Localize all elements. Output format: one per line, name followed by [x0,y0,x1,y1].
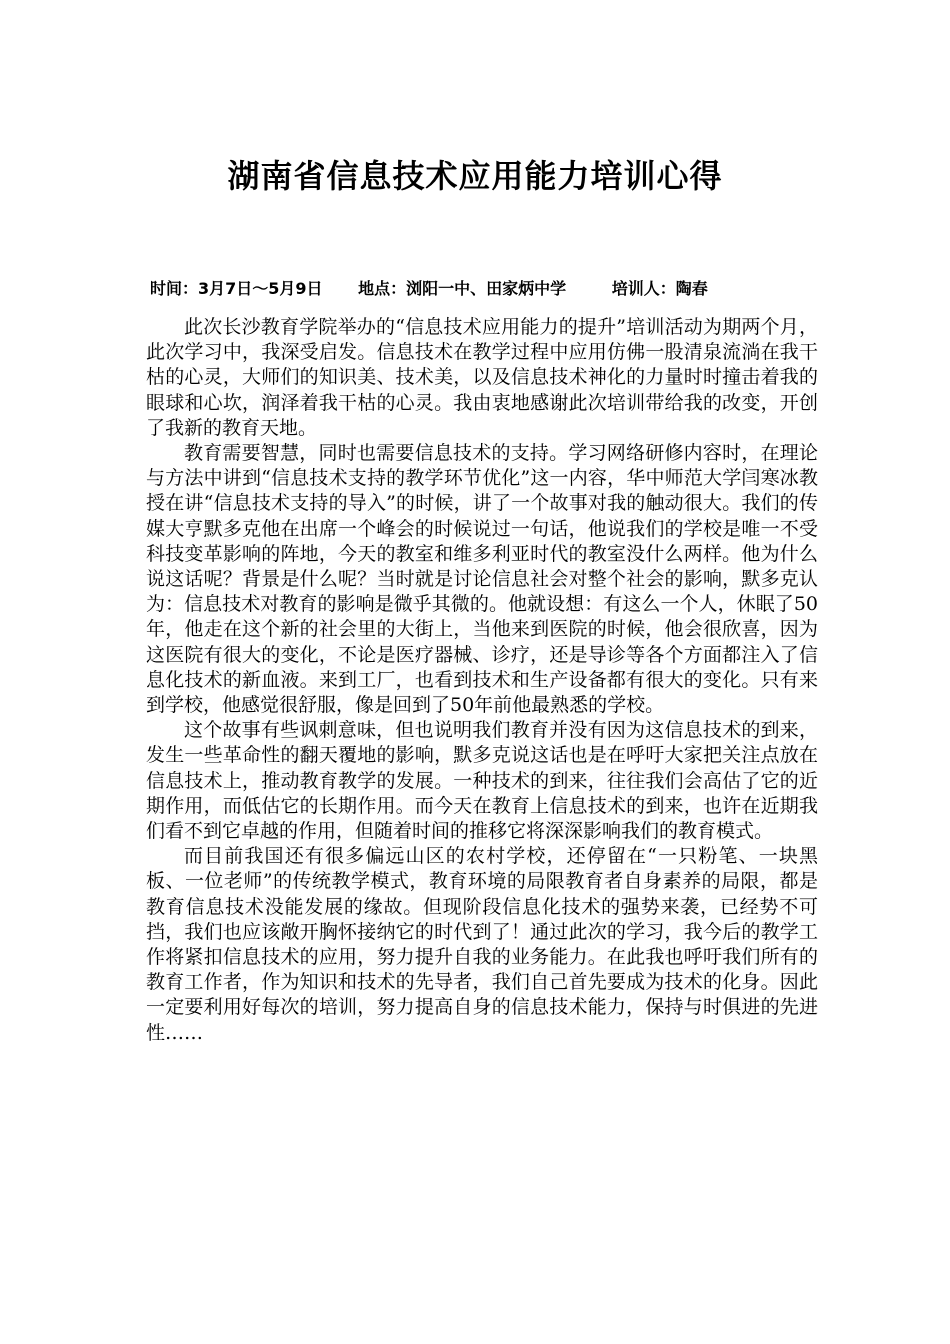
paragraph-2: 教育需要智慧，同时也需要信息技术的支持。学习网络研修内容时，在理论与方法中讲到“信息技术支持的教学环节优化”这一内容，华中师范大学闫寒冰教授在讲“信息技术支持的导入”的时候，讲了一个故事对我的触动很大。我们的传媒大亨默多克他在出席一个峰会的时候说过一句话，他说我们的学校是唯一不受科技变革影响的阵地，今天的教室和维多利亚时代的教室没什么两样。他为什么说这话呢？背景是什么呢？当时就是讨论信息社会对整个社会的影响，默多克认为：信息技术对教育的影响是微乎其微的。他就设想：有这么一个人，休眠了50年，他走在这个新的社会里的大街上，当他来到医院的时候，他会很欣喜，因为这医院有很大的变化，不论是医疗器械、诊疗，还是导诊等各个方面都注入了信息化技术的新血液。来到工厂，也看到技术和生产设备都有很大的变化。只有来到学校，他感觉很舒服，像是回到了50年前他最熟悉的学校。 [146,442,818,717]
training-time: 时间：3月7日～5月9日 [150,279,323,298]
page-title: 湖南省信息技术应用能力培训心得 [227,157,723,195]
trainee-name: 培训人：陶春 [611,279,708,298]
article-body [146,315,818,1046]
paragraph-1: 此次长沙教育学院举办的“信息技术应用能力的提升”培训活动为期两个月，此次学习中，我深受启发。信息技术在教学过程中应用仿佛一股清泉流淌在我干枯的心灵，大师们的知识美、技术美，以及信息技术神化的力量时时撞击着我的眼球和心坎，润泽着我干枯的心灵。我由衷地感谢此次培训带给我的改变，开创了我新的教育天地。 [146,316,818,439]
training-location: 地点：浏阳一中、田家炳中学 [358,279,567,298]
paragraph-4: 而目前我国还有很多偏远山区的农村学校，还停留在“一只粉笔、一块黑板、一位老师”的传统教学模式，教育环境的局限教育者自身素养的局限，都是教育信息技术没能发展的缘故。但现阶段信息化技术的强势来袭，已经势不可挡，我们也应该敞开胸怀接纳它的时代到了！通过此次的学习，我今后的教学工作将紧扣信息技术的应用，努力提升自我的业务能力。在此我也呼吁我们所有的教育工作者，作为知识和技术的先导者，我们自己首先要成为技术的化身。因此一定要利用好每次的培训，努力提高自身的信息技术能力，保持与时俱进的先进性…… [146,845,818,1044]
meta-info-line [150,277,830,301]
paragraph-3: 这个故事有些讽刺意味，但也说明我们教育并没有因为这信息技术的到来，发生一些革命性的翻天覆地的影响，默多克说这话也是在呼吁大家把关注点放在信息技术上，推动教育教学的发展。一种技术的到来，往往我们会高估了它的近期作用，而低估它的长期作用。而今天在教育上信息技术的到来，也许在近期我们看不到它卓越的作用，但随着时间的推移它将深深影响我们的教育模式。 [146,719,818,843]
